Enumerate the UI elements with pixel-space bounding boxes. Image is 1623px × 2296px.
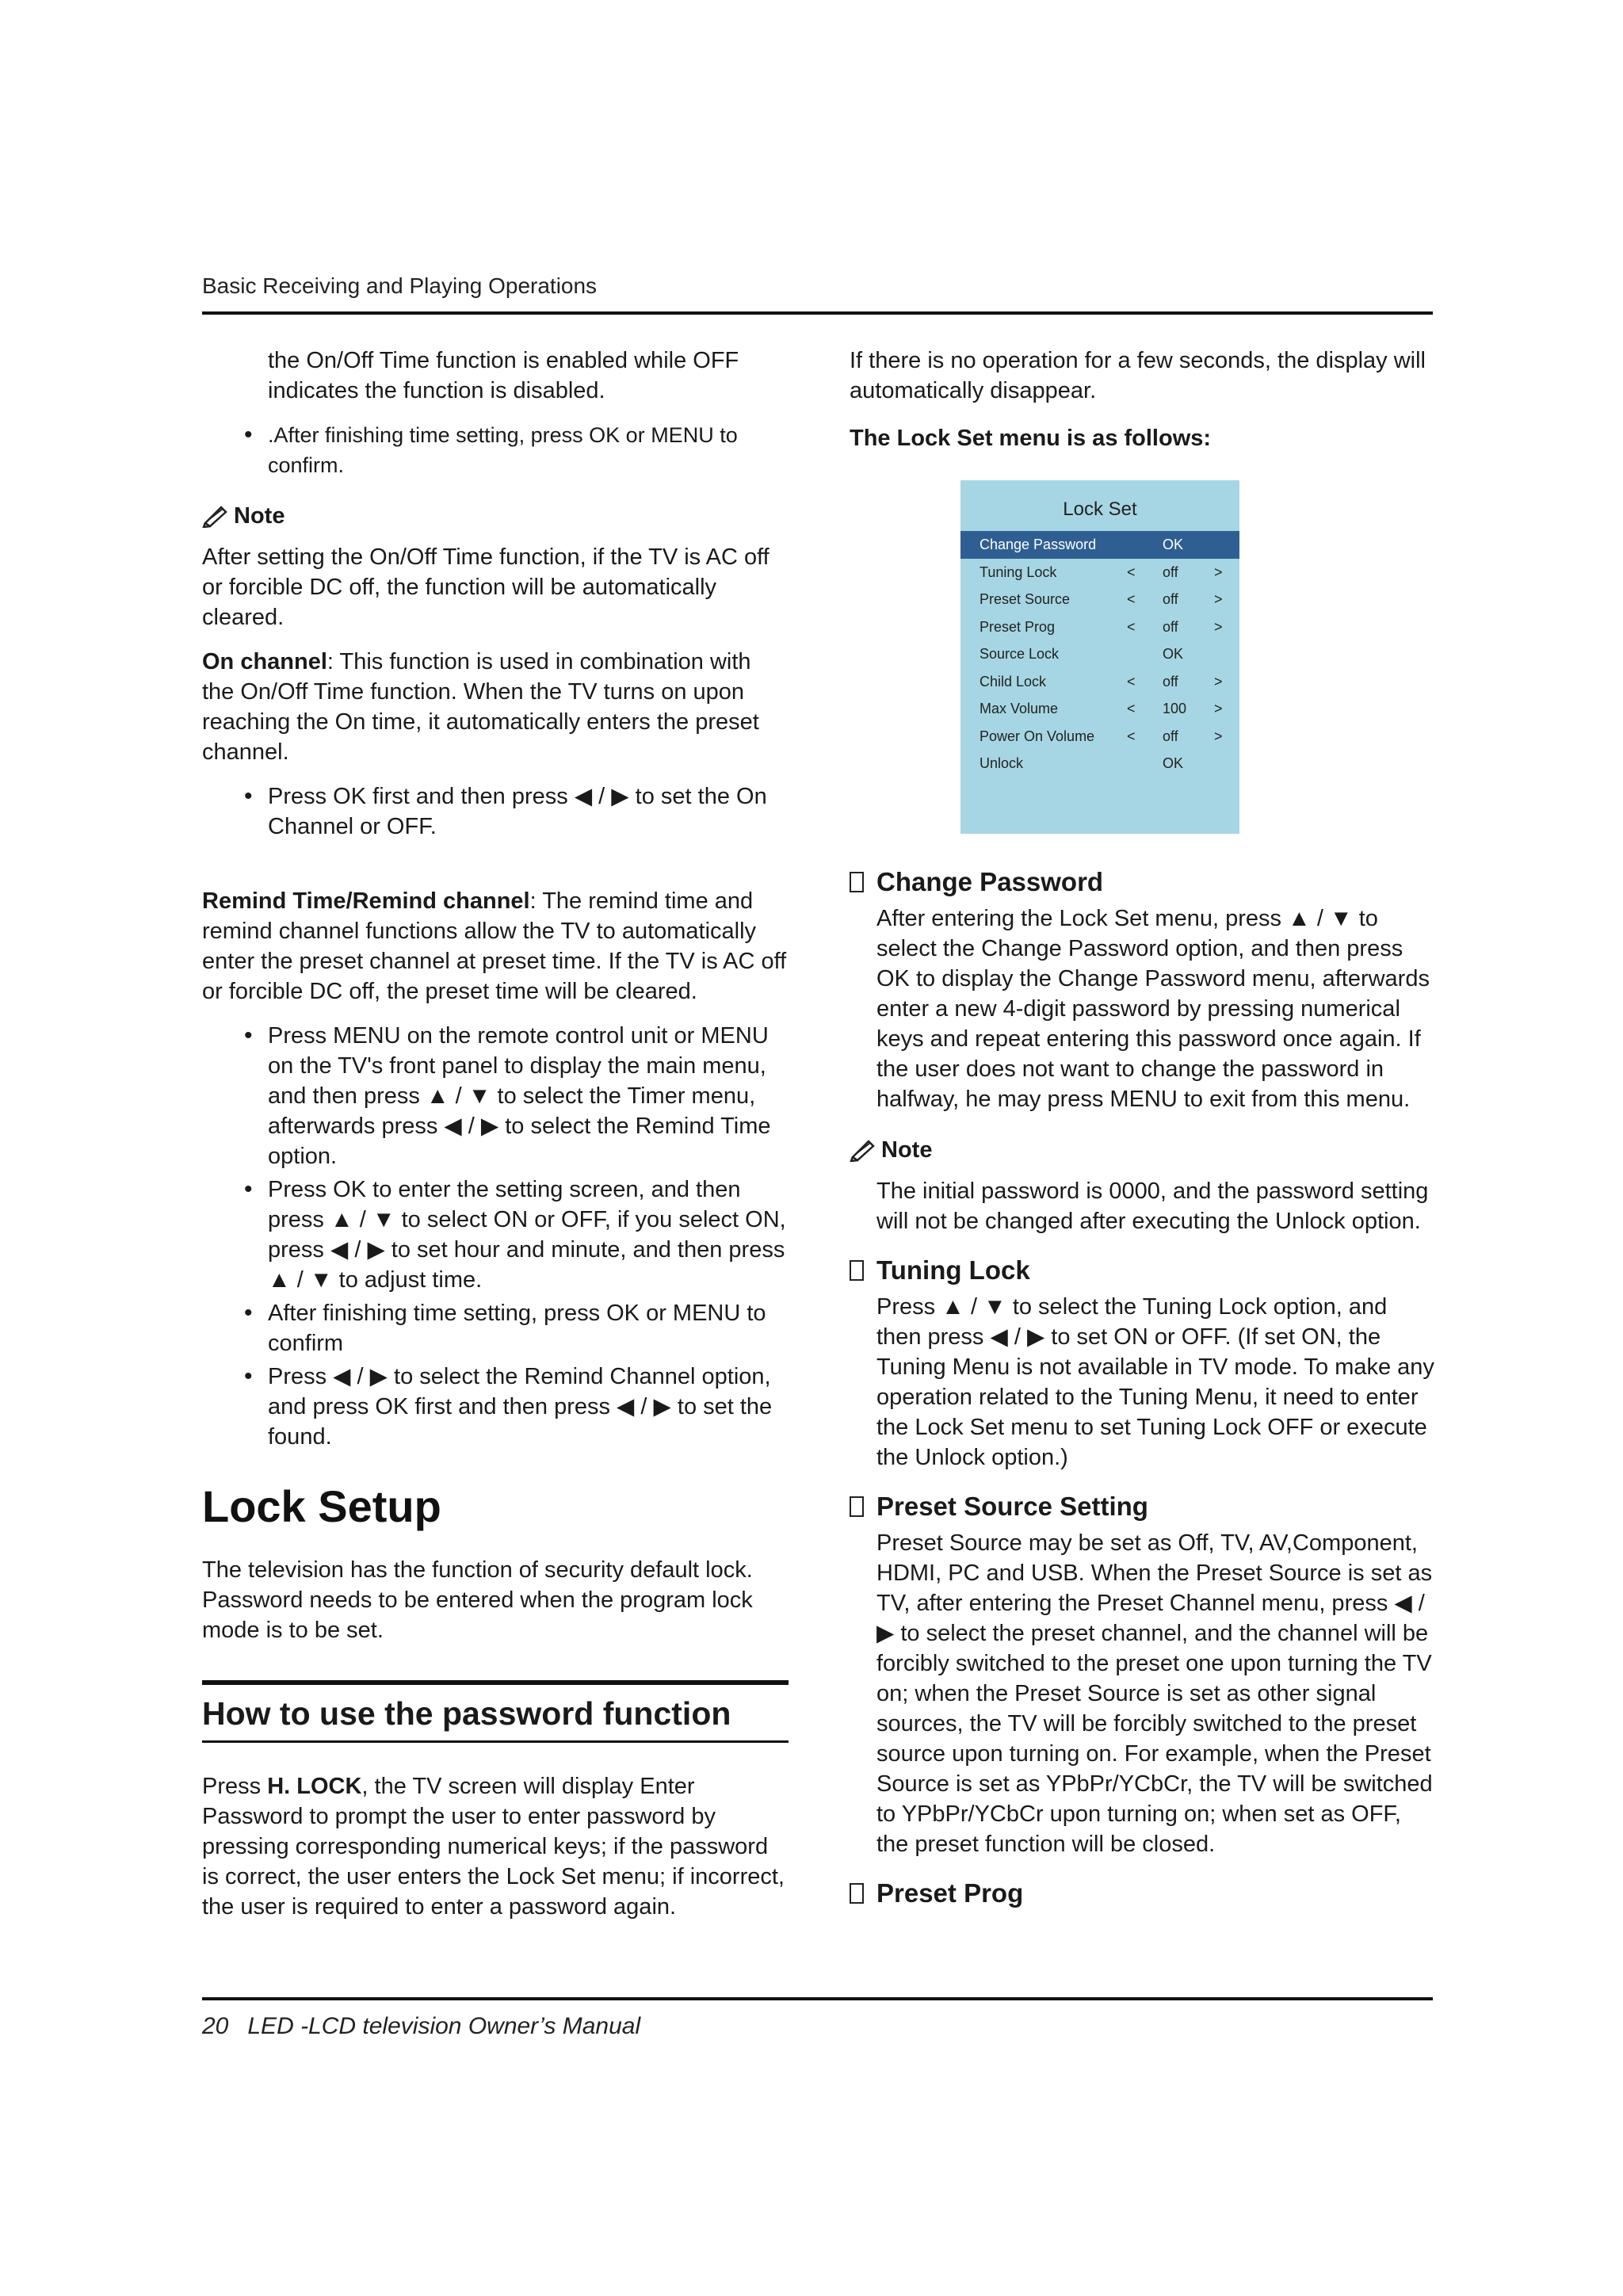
checkbox-icon: [850, 1883, 864, 1904]
password-key: H. LOCK: [267, 1774, 362, 1799]
list-item: • .After finishing time setting, press OK or MENU to confirm.: [268, 420, 789, 480]
lock-set-row-value: off: [1163, 563, 1178, 580]
preset-prog-title: Preset Prog: [876, 1878, 1024, 1908]
on-channel-list: [202, 781, 789, 842]
remind-label: Remind Time/Remind channel: [202, 888, 530, 914]
right-arrow: >: [1214, 563, 1223, 580]
lock-set-row-label: Max Volume: [980, 701, 1059, 716]
intro-text: If there is no operation for a few seconds, the display will automatically disappear.: [850, 348, 1426, 403]
left-arrow: <: [1127, 728, 1136, 744]
preset-source-heading: [850, 1492, 1436, 1522]
lock-set-row-value: off: [1163, 618, 1178, 635]
lock-set-row-max-volume: [960, 695, 1239, 723]
right-arrow: >: [1214, 673, 1223, 690]
list-item: • After finishing time setting, press OK or MENU to confirm: [268, 1298, 789, 1358]
lock-set-row-power-on-volume: [960, 723, 1239, 751]
lock-set-row-label: Change Password: [980, 537, 1097, 552]
left-arrow: <: [1127, 701, 1136, 716]
footer-divider: [202, 1997, 1433, 2000]
remind-list: [202, 1021, 789, 1452]
on-channel-paragraph: [202, 647, 789, 767]
password-paragraph: [202, 1771, 789, 1922]
right-arrow: >: [1214, 701, 1223, 716]
timer-confirm-list: [202, 420, 789, 480]
on-channel-text: : This function is used in combination with the On/Off Time function. When the TV turns on upon reaching the On time, it automatically enters the preset channel.: [202, 649, 759, 765]
list-item: • Press ◀ / ▶ to select the Remind Channel option, and press OK first and then press ◀ / ▶ to set the found.: [268, 1362, 789, 1452]
right-arrow: >: [1214, 591, 1223, 607]
lock-set-menu-title: Lock Set: [1063, 499, 1137, 520]
left-arrow: <: [1127, 673, 1136, 690]
tuning-lock-text: Press ▲ / ▼ to select the Tuning Lock option, and then press ◀ / ▶ to set ON or OFF. (If set ON, the Tuning Menu is not available in TV mode. To make any operation related to the Tuning Menu, it need to enter the Lock Set menu to set Tuning Lock OFF or execute the Unlock option.): [876, 1294, 1434, 1470]
checkbox-icon: [850, 872, 864, 892]
note-label: Note: [881, 1137, 933, 1163]
lock-setup-text: The television has the function of security default lock. Password needs to be entered when the program lock mode is to be set.: [202, 1557, 753, 1643]
lock-setup-title: Lock Setup: [202, 1481, 441, 1531]
menu-intro: The Lock Set menu is as follows:: [850, 426, 1212, 451]
pencil-icon: [850, 1138, 876, 1162]
tuning-lock-heading: [850, 1255, 1436, 1286]
right-column: [850, 346, 1436, 1915]
list-item: • Press OK first and then press ◀ / ▶ to set the On Channel or OFF.: [268, 781, 789, 842]
lock-set-row-source-lock: [960, 640, 1239, 668]
pencil-icon: [202, 504, 229, 528]
lock-set-row-child-lock: [960, 668, 1239, 696]
lock-set-row-preset-prog: [960, 613, 1239, 641]
remind-paragraph: [202, 886, 789, 1007]
note-heading: [850, 1135, 1436, 1165]
preset-source-title: Preset Source Setting: [876, 1492, 1148, 1521]
lock-set-row-tuning-lock: [960, 559, 1239, 586]
list-item: • Press MENU on the remote control unit or MENU on the TV's front panel to display the main menu, and then press ▲ / ▼ to select the Timer menu, afterwards press ◀ / ▶ to select the Remind Time option.: [268, 1021, 789, 1171]
lock-set-row-value: off: [1163, 591, 1178, 607]
left-arrow: <: [1127, 618, 1136, 635]
change-password-heading: [850, 867, 1436, 897]
manual-title: LED -LCD television Owner’s Manual: [247, 2013, 641, 2039]
header-divider: [202, 311, 1433, 315]
left-arrow: <: [1127, 563, 1136, 580]
note-heading: [202, 501, 789, 531]
remind-text: : The remind time and remind channel functions allow the TV to automatically enter the preset channel at preset time. If the TV is AC off or forcible DC off, the preset time will be cleared.: [202, 888, 787, 1004]
checkbox-icon: [850, 1260, 864, 1281]
preset-prog-heading: [850, 1878, 1436, 1908]
tuning-lock-title: Tuning Lock: [876, 1255, 1030, 1285]
checkbox-icon: [850, 1496, 864, 1517]
preset-source-text: Preset Source may be set as Off, TV, AV,Component, HDMI, PC and USB. When the Preset Source is set as TV, after entering the Preset Channel menu, press ◀ / ▶ to select the preset channel, and the channel will be forcibly switched to the preset one upon turning the TV on; when the Preset Source is set as other signal sources, the TV will be forcibly switched to the preset source upon turning on. For example, when the Preset Source is set as YPbPr/YCbCr, the TV will be switched to YPbPr/YCbCr upon turning on; when set as OFF, the preset function will be closed.: [876, 1530, 1433, 1857]
page-number: 20: [202, 2013, 229, 2039]
lock-set-row-label: Power On Volume: [980, 728, 1095, 744]
timer-continuation-text: the On/Off Time function is enabled while OFF indicates the function is disabled.: [268, 348, 739, 403]
change-password-title: Change Password: [876, 867, 1104, 896]
left-arrow: <: [1127, 591, 1136, 607]
lock-set-row-value: OK: [1163, 755, 1184, 771]
lock-set-row-label: Tuning Lock: [980, 563, 1057, 580]
lock-set-menu-screenshot: [960, 480, 1239, 834]
lock-set-row-value: OK: [1163, 646, 1184, 662]
password-section-heading: [202, 1680, 789, 1743]
lock-set-row-label: Source Lock: [980, 646, 1060, 662]
password-text-post: , the TV screen will display Enter Password to prompt the user to enter password by pressing corresponding numerical keys; if the password is correct, the user enters the Lock Set menu; if incorrect, the user is required to enter a password again.: [202, 1774, 785, 1920]
password-section-title: How to use the password function: [202, 1695, 731, 1732]
lock-set-row-label: Unlock: [980, 755, 1024, 771]
lock-set-row-label: Child Lock: [980, 673, 1047, 690]
note-label: Note: [234, 503, 285, 529]
right-arrow: >: [1214, 618, 1223, 635]
lock-set-row-label: Preset Prog: [980, 618, 1056, 635]
list-item: • Press OK to enter the setting screen, and then press ▲ / ▼ to select ON or OFF, if you select ON, press ◀ / ▶ to set hour and minute, and then press ▲ / ▼ to adjust time.: [268, 1175, 789, 1295]
lock-set-row-change-password: [960, 531, 1239, 559]
on-channel-label: On channel: [202, 649, 327, 674]
right-arrow: >: [1214, 728, 1223, 744]
lock-set-row-value: off: [1163, 673, 1178, 690]
change-password-text: After entering the Lock Set menu, press ▲ / ▼ to select the Change Password option, and then press OK to display the Change Password menu, afterwards enter a new 4-digit password by pressing numerical keys and repeat entering this password once again. If the user does not want to change the password in halfway, he may press MENU to exit from this menu.: [876, 906, 1430, 1112]
note-text: After setting the On/Off Time function, if the TV is AC off or forcible DC off, the function will be automatically cleared.: [202, 544, 769, 630]
lock-set-row-value: 100: [1163, 701, 1187, 716]
password-text-pre: Press: [202, 1774, 268, 1799]
page-footer: [202, 2013, 659, 2040]
lock-set-row-value: off: [1163, 728, 1178, 744]
lock-set-row-value: OK: [1163, 537, 1184, 552]
lock-set-row-unlock: [960, 750, 1239, 777]
note-text: The initial password is 0000, and the password setting will not be changed after executing the Unlock option.: [876, 1179, 1429, 1234]
left-column: [202, 346, 789, 1936]
lock-set-row-label: Preset Source: [980, 591, 1071, 607]
lock-set-row-preset-source: [960, 586, 1239, 613]
page-header: Basic Receiving and Playing Operations: [202, 273, 598, 298]
